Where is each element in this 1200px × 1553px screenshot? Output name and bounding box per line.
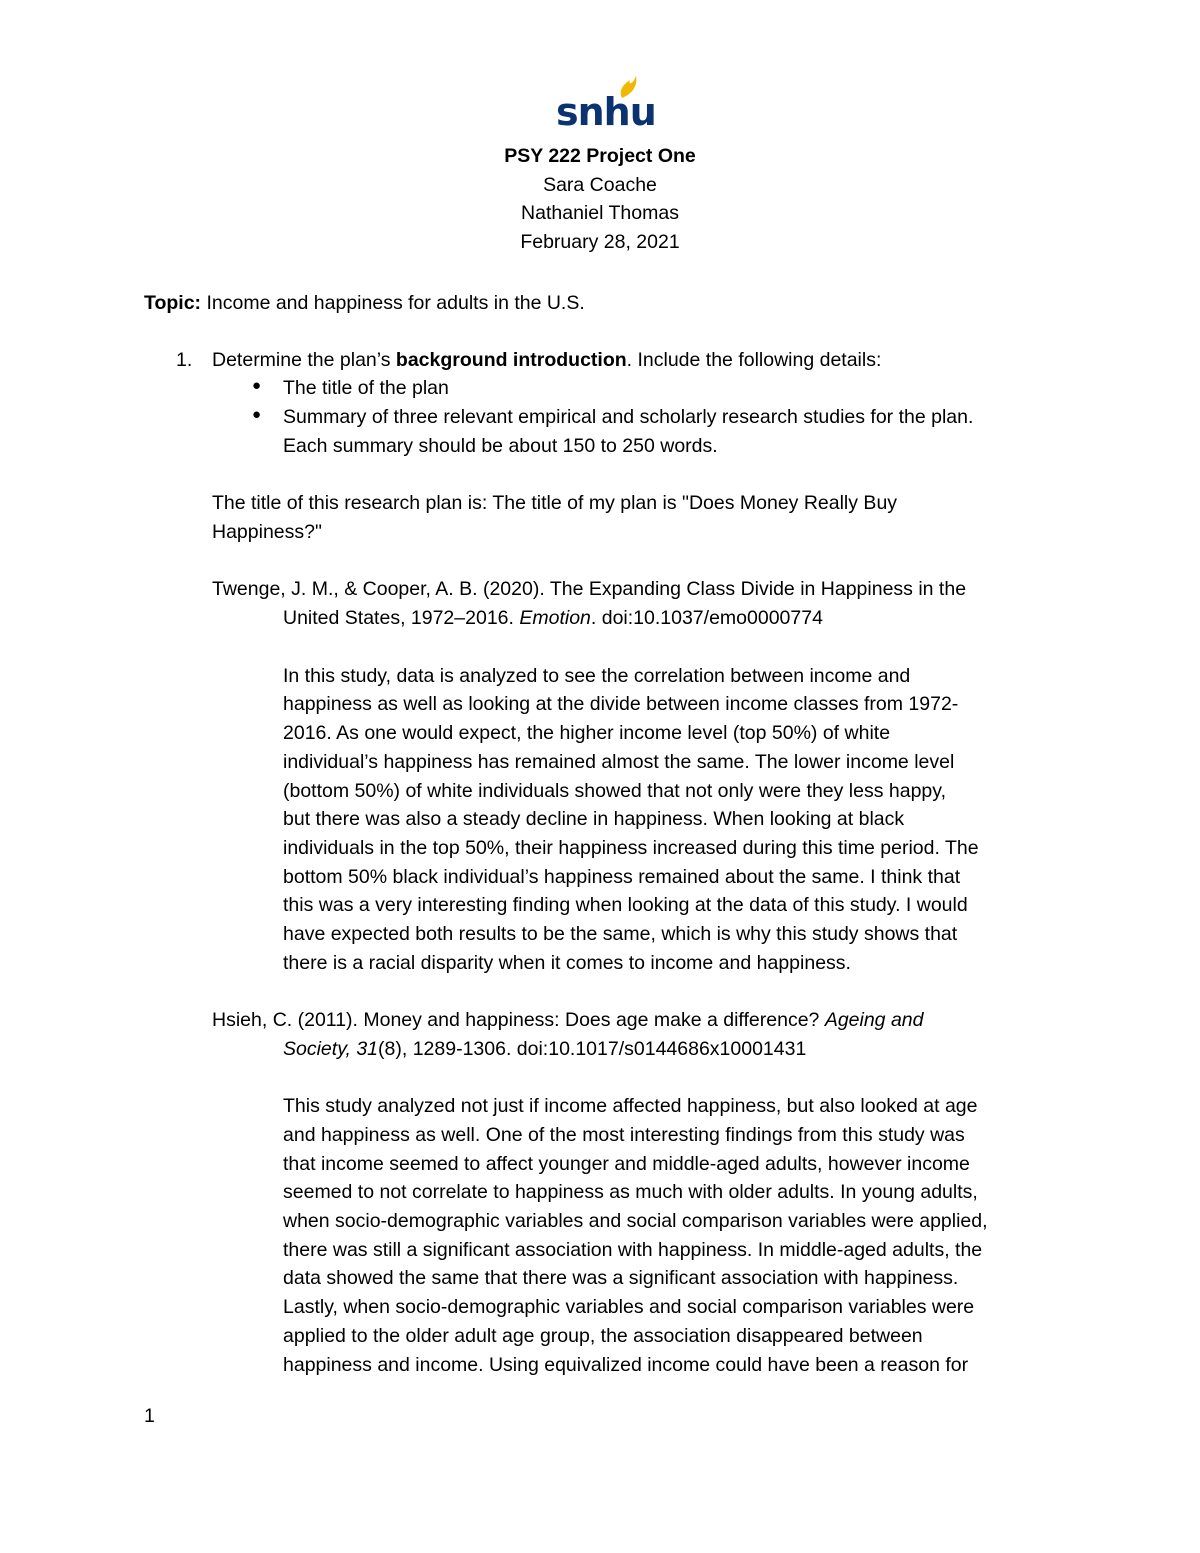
reference-2-line-1: Hsieh, C. (2011). Money and happiness: Does age make a difference? Ageing and: [212, 1009, 924, 1031]
summary-2-line: Lastly, when socio-demographic variables and social comparison variables were: [283, 1296, 975, 1318]
summary-1-line: (bottom 50%) of white individuals showed that not only were they less happy,: [283, 780, 946, 802]
summary-2-line: there was still a significant association with happiness. In middle-aged adults, the: [283, 1239, 983, 1261]
summary-1-line: In this study, data is analyzed to see the correlation between income and: [283, 665, 911, 687]
journal-name: Ageing and: [824, 1009, 924, 1031]
reference-1-line-1: Twenge, J. M., & Cooper, A. B. (2020). The Expanding Class Divide in Happiness in the: [212, 578, 967, 600]
summary-2-line: data showed the same that there was a significant association with happiness.: [283, 1267, 959, 1289]
summary-1-line: individual’s happiness has remained almost the same. The lower income level: [283, 751, 955, 773]
bullet-icon: ●: [252, 377, 262, 394]
topic-text: Income and happiness for adults in the U.S.: [206, 292, 585, 314]
summary-2-line: seemed to not correlate to happiness as much with older adults. In young adults,: [283, 1181, 978, 1203]
summary-1-line: bottom 50% black individual’s happiness remained about the same. I think that: [283, 866, 961, 888]
summary-1-line: but there was also a steady decline in happiness. When looking at black: [283, 808, 905, 830]
journal-name: Emotion: [519, 607, 591, 629]
topic-label: Topic:: [144, 292, 202, 314]
snhu-logo: [556, 74, 656, 134]
course-title: PSY 222 Project One: [504, 145, 696, 167]
summary-2-line: and happiness as well. One of the most interesting findings from this study was: [283, 1124, 965, 1146]
student-name: Sara Coache: [543, 174, 657, 196]
summary-1-line: there is a racial disparity when it comes to income and happiness.: [283, 952, 851, 974]
logo-wordmark: snhu: [556, 90, 656, 134]
journal-name: Society, 31: [283, 1038, 379, 1060]
title-answer-line: The title of this research plan is: The title of my plan is "Does Money Really Buy: [212, 492, 898, 514]
bullet-item-continued: Each summary should be about 150 to 250 words.: [283, 435, 718, 457]
summary-2-line: that income seemed to affect younger and middle-aged adults, however income: [283, 1153, 970, 1175]
summary-2-line: applied to the older adult age group, the association disappeared between: [283, 1325, 923, 1347]
prompt-bold: background introduction: [395, 349, 627, 371]
summary-2-line: happiness and income. Using equivalized income could have been a reason for: [283, 1354, 969, 1376]
document-date: February 28, 2021: [520, 231, 680, 253]
instructor-name: Nathaniel Thomas: [521, 202, 679, 224]
bullet-icon: ●: [252, 406, 262, 423]
summary-1-line: happiness as well as looking at the divide between income classes from 1972-: [283, 693, 959, 715]
topic-line: [144, 289, 585, 318]
prompt-number: 1.: [176, 349, 193, 371]
summary-1-line: have expected both results to be the same, which is why this study shows that: [283, 923, 958, 945]
summary-2-line: when socio-demographic variables and social comparison variables were applied,: [283, 1210, 988, 1232]
bullet-item: Summary of three relevant empirical and scholarly research studies for the plan.: [283, 406, 974, 428]
page-number: 1: [144, 1405, 155, 1427]
summary-1-line: individuals in the top 50%, their happiness increased during this time period. The: [283, 837, 979, 859]
prompt-line: Determine the plan’s background introduction. Include the following details:: [212, 349, 882, 371]
summary-2-line: This study analyzed not just if income affected happiness, but also looked at age: [283, 1095, 978, 1117]
reference-1-line-2: United States, 1972–2016. Emotion. doi:10.1037/emo0000774: [283, 607, 823, 629]
bullet-item: The title of the plan: [283, 377, 449, 399]
summary-1-line: 2016. As one would expect, the higher income level (top 50%) of white: [283, 722, 891, 744]
reference-2-line-2: Society, 31(8), 1289-1306. doi:10.1017/s0144686x10001431: [283, 1038, 807, 1060]
summary-1-line: this was a very interesting finding when looking at the data of this study. I would: [283, 894, 968, 916]
title-answer-line: Happiness?": [212, 521, 322, 543]
